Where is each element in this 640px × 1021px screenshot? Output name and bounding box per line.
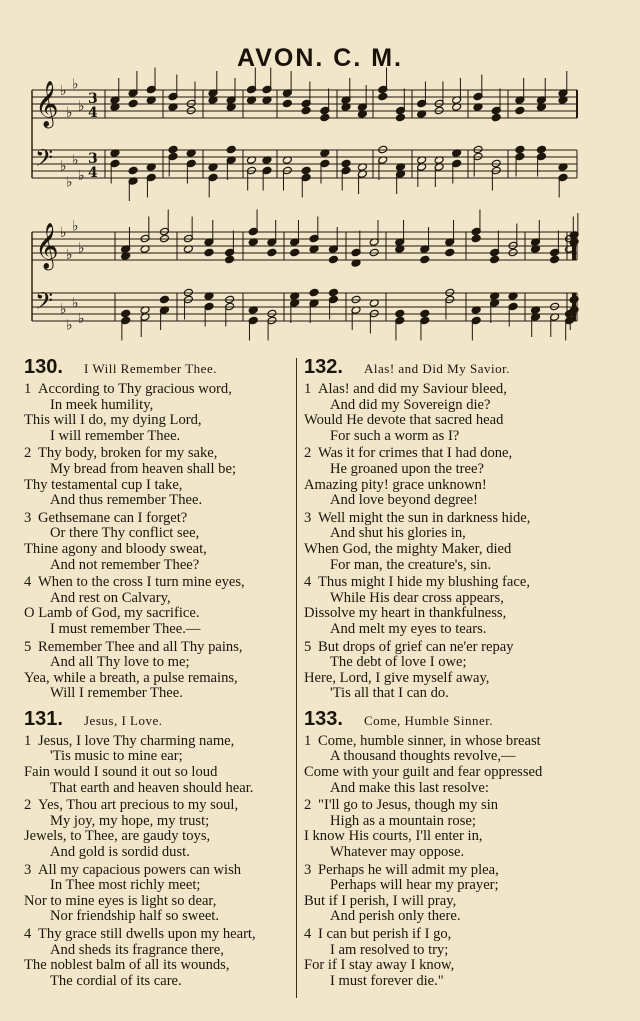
stanza-line: And sheds its fragrance there, (50, 941, 224, 958)
stanza-line: That earth and heaven should hear. (50, 779, 254, 796)
clefs (35, 77, 98, 334)
hymn-heading (304, 356, 604, 382)
stanza-number: 1 (24, 732, 32, 749)
line-text: Come, humble sinner, in whose breast (318, 732, 541, 749)
stanza-number: 1 (304, 732, 312, 749)
line-text: Was it for crimes that I had done, (318, 445, 513, 462)
stanza-line: And did my Sovereign die? (330, 396, 491, 413)
flat-icon: ♭ (66, 317, 73, 334)
note-head (128, 166, 138, 175)
stanza-first-line (304, 863, 604, 879)
stanza-number: 3 (24, 509, 32, 526)
note-head (434, 106, 444, 115)
stanza (24, 382, 294, 444)
note-head (395, 309, 405, 318)
flat-icon: ♭ (72, 76, 79, 93)
treble-clef-icon: 𝄞 (35, 223, 59, 269)
hymn-title: I Will Remember Thee. (84, 361, 217, 376)
note-head (550, 302, 560, 311)
line-text: All my capacious powers can wish (38, 861, 242, 878)
stanza-number: 5 (24, 638, 32, 655)
stanza-first-line (24, 575, 294, 591)
stanza-line: For man, the creature's, sin. (330, 556, 492, 573)
stanza-line: Thy testamental cup I take, (24, 476, 183, 493)
stanza-first-line (24, 927, 294, 943)
stanza-first-line (304, 511, 604, 527)
note-head (121, 309, 131, 318)
stanza-line: But if I perish, I will pray, (304, 892, 457, 909)
note-head (301, 166, 311, 175)
line-text: Gethsemane can I forget? (38, 509, 188, 526)
hymn-number: 130. (24, 356, 63, 378)
stanza-line: When God, the mighty Maker, died (304, 540, 512, 557)
note-head (320, 113, 330, 122)
bass-clef-icon: 𝄢 (35, 287, 54, 320)
stanza-line: In Thee most richly meet; (50, 877, 201, 894)
barlines (32, 90, 577, 321)
note-head (267, 309, 277, 318)
stanza-first-line (24, 640, 294, 656)
stanza-line: Here, Lord, I give myself away, (304, 669, 490, 686)
note-head (183, 288, 193, 297)
stanza-number: 4 (304, 574, 312, 591)
stanza-number: 3 (24, 861, 32, 878)
note-head (369, 248, 379, 257)
line-text: Remember Thee and all Thy pains, (38, 638, 243, 655)
tune-title: AVON. C. M. (237, 44, 403, 72)
line-text: Thy grace still dwells upon my heart, (38, 926, 256, 942)
music-score (0, 0, 640, 360)
stanza-number: 2 (24, 445, 32, 462)
stanza (304, 863, 604, 925)
line-text: According to Thy gracious word, (38, 381, 232, 397)
note-head (378, 92, 388, 101)
note-head (186, 106, 196, 115)
line-text: Jesus, I love Thy charming name, (38, 732, 235, 749)
stanza-line: The debt of love I owe; (330, 654, 467, 671)
stanza-first-line (24, 446, 294, 462)
stanza-line: Will I remember Thee. (50, 685, 183, 702)
stanza-first-line (24, 863, 294, 879)
note-head (471, 234, 481, 243)
stanza (304, 446, 604, 508)
stanza-first-line (24, 798, 294, 814)
note-head (301, 106, 311, 115)
note-head (515, 106, 525, 115)
stanza (24, 863, 294, 925)
stanza (304, 734, 604, 796)
stanza-line: And gold is sordid dust. (50, 844, 190, 861)
stanza-line: Jewels, to Thee, are gaudy toys, (24, 828, 211, 845)
flat-icon: ♭ (78, 311, 85, 328)
stanza-line: I know His courts, I'll enter in, (304, 828, 483, 845)
line-text: Yes, Thou art precious to my soul, (38, 797, 239, 814)
stanza-line: My joy, my hope, my trust; (50, 812, 210, 829)
stanza (24, 640, 294, 702)
line-text: Alas! and did my Saviour bleed, (318, 381, 507, 397)
note-head (226, 145, 236, 154)
note-head (491, 113, 501, 122)
flat-icon: ♭ (66, 246, 73, 263)
column-divider (296, 358, 297, 998)
note-head (204, 248, 214, 257)
flat-icon: ♭ (66, 174, 73, 191)
stanza-first-line (304, 382, 604, 398)
stanza-number: 4 (24, 574, 32, 591)
stanza-line: For such a worm as I? (330, 427, 460, 444)
line-text: But drops of grief can ne'er repay (318, 638, 514, 655)
stanza-line: A thousand thoughts revolve,— (330, 748, 516, 765)
stanza-number: 5 (304, 638, 312, 655)
stanza-line: For if I stay away I know, (304, 957, 455, 974)
flat-icon: ♭ (66, 104, 73, 121)
time-signature-top: 3 (88, 151, 98, 167)
flat-icon: ♭ (78, 168, 85, 185)
stanza-line: Dissolve my heart in thankfulness, (304, 605, 507, 622)
note-head (396, 113, 406, 122)
note-head (445, 288, 455, 297)
flat-icon: ♭ (60, 301, 67, 318)
stanza-number: 2 (304, 445, 312, 462)
note-head (473, 145, 483, 154)
flat-icon: ♭ (60, 82, 67, 99)
stanza-line: O Lamb of God, my sacrifice. (24, 605, 200, 622)
stanza-line: And perish only there. (330, 908, 461, 925)
note-head (420, 309, 430, 318)
stanza-first-line (304, 446, 604, 462)
stanza (304, 640, 604, 702)
flat-icon: ♭ (78, 240, 85, 257)
hymn-number: 133. (304, 707, 343, 730)
stanza-first-line (24, 734, 294, 750)
note-head (491, 159, 501, 168)
stanza-line: And rest on Calvary, (50, 589, 171, 606)
time-signature-top: 3 (88, 91, 98, 107)
time-signature-bottom: 4 (88, 105, 98, 121)
flat-icon: ♭ (60, 224, 67, 241)
stanza (24, 927, 294, 989)
stanza-line: Come with your guilt and fear oppressed (304, 764, 543, 781)
hymn (304, 356, 604, 702)
hymn-number: 131. (24, 707, 63, 730)
hymn-title: Come, Humble Sinner. (364, 712, 494, 728)
stanza-line: Fain would I sound it out so loud (24, 764, 218, 781)
note-head (159, 234, 169, 243)
hymn-number: 132. (304, 356, 343, 378)
stanza-number: 4 (304, 926, 312, 942)
line-text: I can but perish if I go, (318, 926, 452, 942)
note-head (445, 248, 455, 257)
hymn-heading (24, 708, 294, 734)
stanza-first-line (304, 734, 604, 750)
stanza-line: And all Thy love to me; (50, 654, 190, 671)
flat-icon: ♭ (78, 98, 85, 115)
bass-clef-icon: 𝄢 (35, 144, 54, 177)
stanza-line: While His dear cross appears, (330, 589, 504, 606)
stanza-number: 2 (24, 797, 32, 814)
hymn (304, 708, 604, 990)
note-head (128, 99, 138, 108)
stanza-first-line (24, 382, 294, 398)
line-text: Well might the sun in darkness hide, (318, 509, 531, 526)
stanza-number: 1 (304, 381, 312, 397)
stanza-line: 'Tis music to mine ear; (50, 748, 183, 765)
note-head (508, 248, 518, 257)
note-head (351, 295, 361, 304)
stanza (304, 382, 604, 444)
flat-icon: ♭ (60, 158, 67, 175)
stanza (304, 927, 604, 989)
note-head (550, 255, 560, 264)
stanza-number: 3 (304, 861, 312, 878)
stanza-line: Nor to mine eyes is light so dear, (24, 892, 217, 909)
note-head (282, 99, 292, 108)
note-head (159, 295, 169, 304)
hymn-heading (24, 356, 294, 382)
stanza-line: Yea, while a breath, a pulse remains, (24, 669, 238, 686)
stanza (24, 511, 294, 573)
stanza-line: 'Tis all that I can do. (330, 685, 449, 702)
stanza-line: Whatever may oppose. (330, 844, 465, 861)
note-head (569, 295, 579, 304)
note-head (309, 288, 319, 297)
stanza-line: He groaned upon the tree? (330, 460, 484, 477)
note-head (420, 255, 430, 264)
stanza-first-line (304, 927, 604, 943)
flat-icon: ♭ (72, 218, 79, 235)
stanza (24, 446, 294, 508)
stanza (304, 511, 604, 573)
treble-clef-icon: 𝄞 (35, 81, 59, 127)
note-head (536, 145, 546, 154)
stanza-line: My bread from heaven shall be; (50, 460, 237, 477)
stanza-line: Or there Thy conflict see, (50, 525, 200, 542)
stanza-number: 1 (24, 381, 32, 397)
stanza-line: I am resolved to try; (330, 941, 449, 958)
note-head (515, 145, 525, 154)
note-head (267, 248, 277, 257)
hymn-heading (304, 708, 604, 734)
stanza (24, 734, 294, 796)
stanza-first-line (304, 640, 604, 656)
flat-icon: ♭ (72, 152, 79, 169)
note-head (378, 145, 388, 154)
stanza-line: Amazing pity! grace unknown! (304, 476, 487, 493)
staves (32, 90, 577, 321)
stanza-line: I will remember Thee. (50, 427, 181, 444)
flat-icon: ♭ (72, 295, 79, 312)
stanza-line: In meek humility, (50, 396, 154, 413)
right-column (304, 356, 604, 991)
stanza (304, 798, 604, 860)
stanza-first-line (24, 511, 294, 527)
stanza (24, 798, 294, 860)
stanza (24, 575, 294, 637)
stanza-number: 3 (304, 509, 312, 526)
stanza-first-line (304, 798, 604, 814)
note-head (225, 295, 235, 304)
note-head (328, 288, 338, 297)
note-head (168, 145, 178, 154)
hymn-title: Alas! and Did My Savior. (364, 361, 510, 376)
hymn (24, 708, 294, 990)
hymn-title: Jesus, I Love. (84, 712, 163, 728)
stanza-line: This will I do, my dying Lord, (24, 412, 202, 429)
note-head (225, 255, 235, 264)
stanza-number: 4 (24, 926, 32, 942)
stanza-number: 2 (304, 797, 312, 814)
stanza-line: And love beyond degree! (330, 492, 478, 509)
stanza-line: Would He devote that sacred head (304, 412, 504, 429)
stanza-line: And not remember Thee? (50, 556, 200, 573)
line-text: Thy body, broken for my sake, (38, 445, 218, 462)
line-text: "I'll go to Jesus, though my sin (318, 797, 499, 814)
stanza (304, 575, 604, 637)
stanza-line: Perhaps will hear my prayer; (330, 877, 499, 894)
time-signature-bottom: 4 (88, 165, 98, 181)
stanza-line: And thus remember Thee. (50, 492, 203, 509)
stanza-line: Thine agony and bloody sweat, (24, 540, 207, 557)
stanza-line: I must remember Thee.— (50, 620, 201, 637)
stanza-line: High as a mountain rose; (330, 812, 476, 829)
stanza-first-line (304, 575, 604, 591)
note-head (328, 255, 338, 264)
stanza-line: The noblest balm of all its wounds, (24, 957, 230, 974)
stanza-line: And make this last resolve: (330, 779, 489, 796)
note-head (290, 248, 300, 257)
line-text: Perhaps he will admit my plea, (318, 861, 499, 878)
hymn (24, 356, 294, 702)
stanza-line: And shut his glories in, (330, 525, 466, 542)
stanza-line: The cordial of its care. (50, 972, 182, 989)
stanza-line: Nor friendship half so sweet. (50, 908, 220, 925)
note-head (341, 159, 351, 168)
note-head (490, 255, 500, 264)
stanza-line: And melt my eyes to tears. (330, 620, 487, 637)
line-text: Thus might I hide my blushing face, (318, 574, 530, 591)
left-column (24, 356, 294, 991)
line-text: When to the cross I turn mine eyes, (38, 574, 245, 591)
stanza-line: I must forever die." (330, 972, 444, 989)
